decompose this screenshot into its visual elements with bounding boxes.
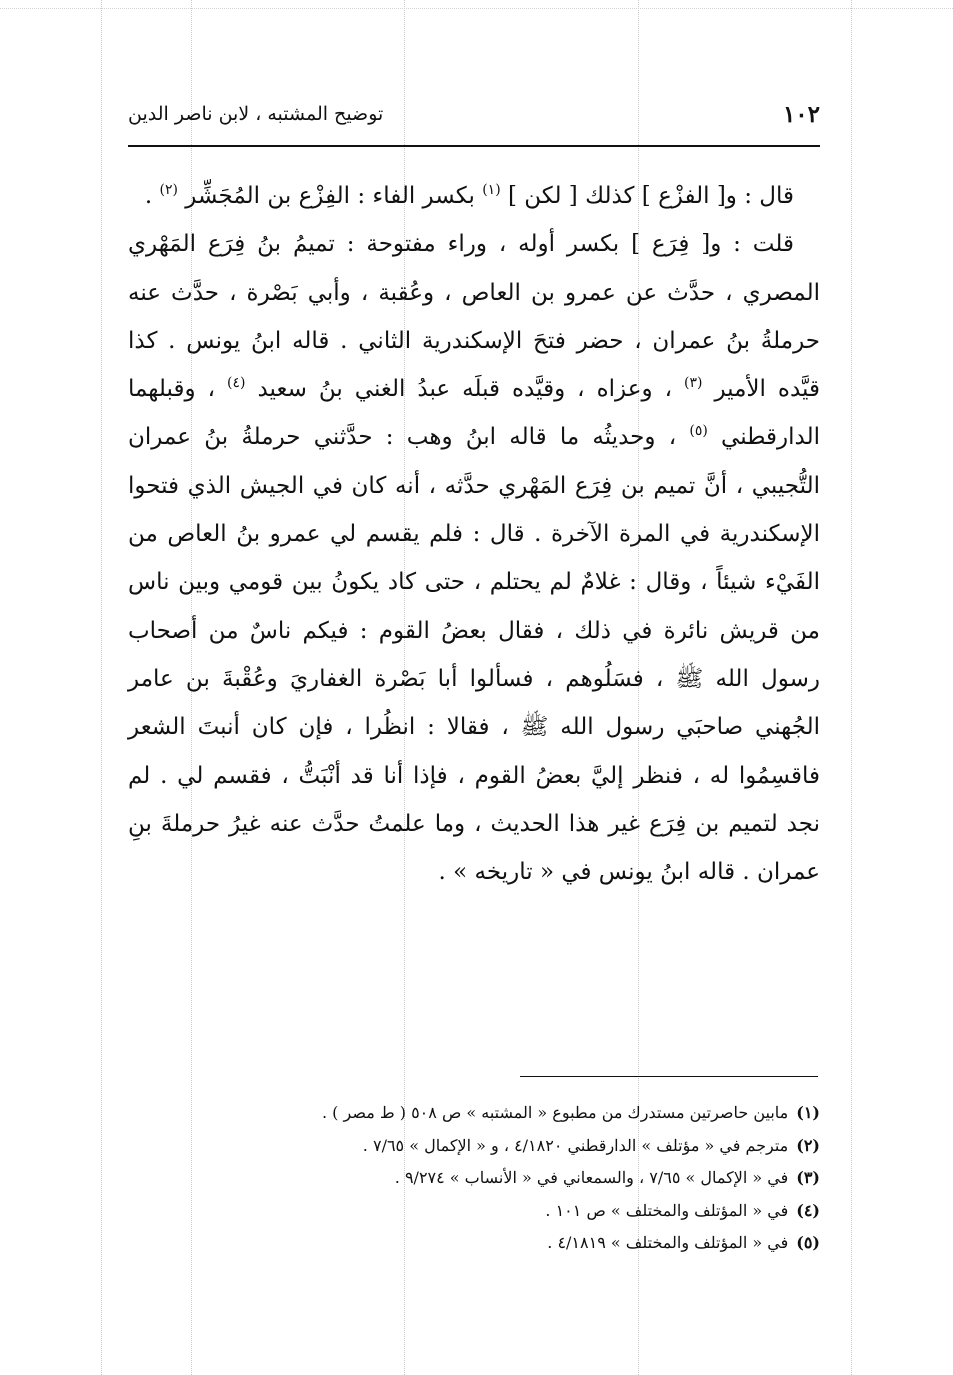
- text-run: قال : و[ الفزْع ] كذلك [ لكن ]: [500, 183, 794, 209]
- scan-guide-line: [851, 0, 852, 1375]
- footnote-rule: [520, 1076, 818, 1077]
- footnote-text: في « الإكمال » ٧/٦٥ ، والسمعاني في « الأنساب » ٩/٢٧٤ .: [394, 1168, 789, 1188]
- scan-guide-line: [0, 8, 953, 9]
- footnote-2: [128, 1130, 820, 1163]
- footnote-1: [128, 1097, 820, 1130]
- text-run: ، وحديثُه ما قاله ابنُ وهب : حدَّثني حرملةُ بنُ عمران التُّجيبي ، أنَّ تميم بن فِرَع المَهْري حدَّثه ، أنه كان في الجيش الذي فتحوا الإسكندرية في المرة الآخرة . قال : فلم يقسم لي عمرو بنُ العاص من الفَيْء شيئاً ، وقال : غلامٌ لم يحتلم ، حتى كاد يكونُ بين قومي وبين ناس من قريش نائرة في ذلك ، فقال بعضُ القوم : فيكم ناسٌ من أصحاب رسول الله ﷺ ، فسَلُوهم ، فسألوا أبا بَصْرة الغفاريَ وعُقْبةَ بن عامر الجُهني صاحبَي رسول الله ﷺ ، فقالا : انظُرا ، فإن كان أنبتَ الشعر فاقسِمُوا له ، فنظر إليَّ بعضُ القوم ، فإذا أنا قد أنْبَتُّ ، فقسم لي . لم نجد لتميم بن فِرَع غير هذا الحديث ، وما علمتُ حدَّث عنه غيرُ حرملةَ بنِ عمران . قاله ابنُ يونس في « تاريخه » .: [128, 424, 820, 886]
- page-header: [128, 95, 820, 139]
- header-rule: [128, 145, 820, 147]
- text-run: ، وقبلهما الدارقطني: [128, 376, 820, 451]
- main-text: [128, 172, 820, 896]
- footnote-ref-2: (٢): [159, 182, 178, 198]
- footnote-ref-4: (٤): [227, 375, 246, 392]
- text-run: بكسر الفاء : الفِزْع بن المُجَشِّر: [177, 183, 483, 209]
- footnote-number: (٥): [796, 1233, 820, 1253]
- paragraph-2: [128, 220, 820, 896]
- footnote-text: في « المؤتلف والمختلف » ٤/١٨١٩ .: [547, 1233, 789, 1253]
- footnote-5: [128, 1227, 820, 1260]
- page-number: ١٠٢: [782, 101, 820, 128]
- footnotes: [128, 1097, 820, 1260]
- footnote-ref-1: (١): [482, 182, 501, 198]
- footnote-text: في « المؤتلف والمختلف » ص ١٠١ .: [545, 1200, 789, 1220]
- footnote-number: (٢): [796, 1135, 820, 1155]
- footnote-text: مابين حاصرتين مستدرك من مطبوع « المشتبه » ص ٥٠٨ ( ط مصر ) .: [322, 1103, 789, 1122]
- footnote-3: [128, 1162, 820, 1195]
- paragraph-1: [128, 172, 820, 220]
- text-run: قلت : و[ فِرَع ] بكسر أوله ، وراء مفتوحة : تميمُ بنُ فِرَع المَهْري المصري ، حدَّث عن عمرو بن العاص ، وعُقبة ، وأبي بَصْرة ، حدَّث عنه حرملةُ بنُ عمران ، حضر فتحَ الإسكندرية الثاني . قاله ابنُ يونس . كذا قيَّده الأمير: [128, 231, 820, 403]
- footnote-number: (١): [796, 1103, 820, 1122]
- running-title: توضيح المشتبه ، لابن ناصر الدين: [128, 103, 384, 125]
- footnote-text: مترجم في « مؤتلف » الدارقطني ٤/١٨٢٠ ، و « الإكمال » ٧/٦٥ .: [362, 1135, 789, 1155]
- text-run: .: [144, 183, 160, 209]
- footnote-number: (٤): [796, 1200, 820, 1220]
- footnote-ref-5: (٥): [689, 423, 708, 440]
- scan-guide-line: [101, 0, 102, 1375]
- footnote-number: (٣): [796, 1168, 820, 1188]
- text-run: ، وعزاه ، وقيَّده قبلَه عبدُ الغني بنُ سعيد: [245, 376, 684, 403]
- footnote-ref-3: (٣): [684, 375, 703, 392]
- footnote-4: [128, 1195, 820, 1228]
